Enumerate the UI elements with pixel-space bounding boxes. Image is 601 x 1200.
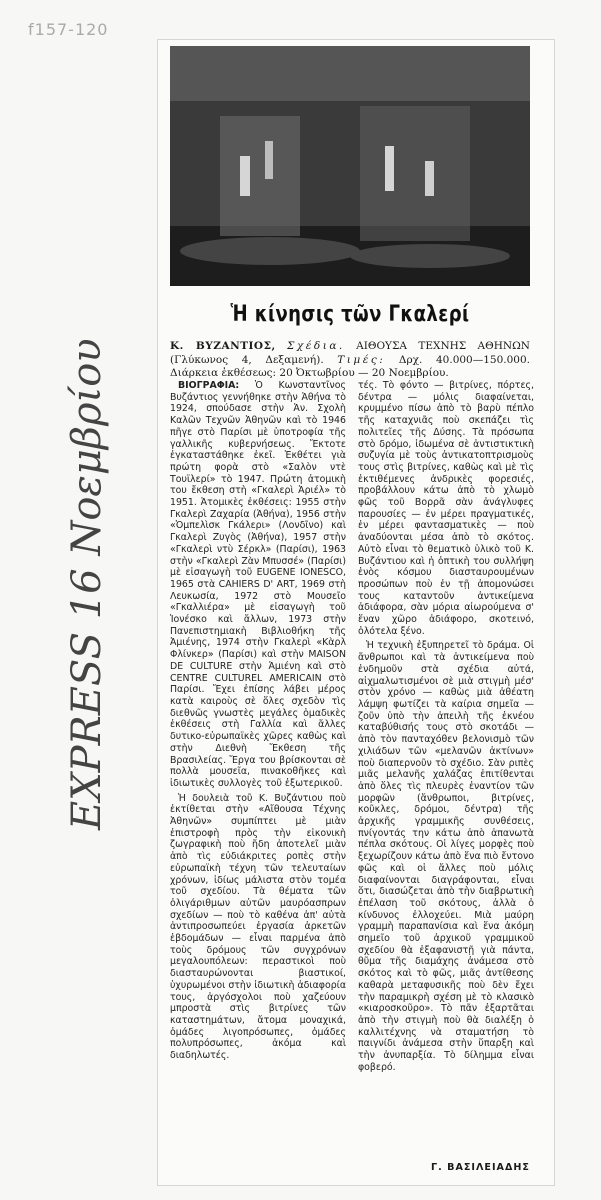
bio-text: Ὁ Κωνσταντῖνος Βυζάντιος γεννήθηκε στὴν Ἀθήνα τὸ 1924, σπούδασε στὴν Ἀν. Σχολὴ Καλῶν Τεχνῶν Ἀθηνῶν καὶ τὸ 1946 πῆγε στὸ Παρίσι μὲ ὑποτροφία τῆς γαλλικῆς κυβερνήσεως. Ἔκτοτε ἐγκαταστάθηκε ἐκεῖ. Ἐκθέτει γιὰ πρώτη φορὰ στὸ «Σαλὸν ντὲ Τουϊλερί» τὸ 1947. Πρώτη ἀτομικὴ του ἔκθεση στὴ «Γκαλερὶ Ἀριέλ» τὸ 1951. Ἀτομικὲς ἐκθέσεις: 1955 στὴν Γκαλερὶ Ζαχαρία (Ἀθήνα), 1956 στὴν «Ὀμπελὶσκ Γκάλερι» (Λονδῖνο) καὶ Γκαλερὶ Ζυγὸς (Ἀθήνα), 1957 στὴν «Γκαλερὶ ντὺ Σέρκλ» (Παρίσι), 1963 στὴν «Γκαλερὶ Ζὰν Μπυσσέ» (Παρίσι) μὲ εἰσαγωγὴ τοῦ EUGENE IONESCO, 1965 στὰ CAHIERS D' ART, 1969 στὴ Λευκωσία, 1972 στὸ Μουσεῖο «Γκαλλιέρα» μὲ εἰσαγωγὴ τοῦ Ἰονέσκο καὶ ἄλλων, 1973 στὴν Πανεπιστημιακὴ Βιβλιοθήκη τῆς Ἀμιένης, 1974 στὴν Γκαλερὶ «Κὰρλ Φλίνκερ» (Παρίσι) καὶ στὴν MAISON DE CULTURE στὴν Ἀμιένη καὶ στὸ CENTRE CULTUREL AMERICAIN στὸ Παρίσι. Ἔχει ἐπίσης λάβει μέρος κατὰ καιροὺς σὲ ὅλες σχεδὸν τὶς διεθνῶς γνωστὲς μεγάλες ὁμαδικὲς ἐκθέσεις στὴ Γαλλία καὶ ἄλλες δυτικο-εὐρωπαϊκὲς χῶρες καθὼς καὶ στὴν Διεθνὴ Ἔκθεση τῆς Βρασιλείας. Ἔργα του βρίσκονται σὲ πολλὰ μουσεῖα, πινακοθῆκες καὶ ἰδιωτικὲς συλλογὲς τοῦ ἐξωτερικοῦ. — [170, 380, 346, 789]
article-column-left — [170, 380, 346, 1065]
left-paragraph-2: Ἡ δουλειὰ τοῦ Κ. Βυζάντιου ποὺ ἐκτίθεται στὴν «Αἴθουσα Τέχνης Ἀθηνῶν» συμπίπτει μὲ μιὰν ἐπιστροφὴ πρὸς τὴν εἰκονικὴ ζωγραφικὴ ποὺ ἤδη ἀποτελεῖ μιὰν ἀπὸ τὶς εὐδιάκριτες ροπὲς στὴν εὐρωπαϊκὴ τέχνη τῶν τελευταίων χρόνων, ἰδίως μάλιστα στὸν τομέα τοῦ σχεδίου. Τὰ θέματα τῶν ὀλιγάριθμων αὐτῶν μαυρόασπρων σχεδίων — ποὺ τὸ καθένα ἀπ' αὐτὰ ἀντιπροσωπεύει ἐργασία ἀρκετῶν ἑβδομάδων — εἶναι παρμένα ἀπὸ τοὺς δρόμους τῶν συγχρόνων μεγαλουπόλεων: περαστικοὶ ποὺ διασταυρώνονται βιαστικοί, ὑχυρωμένοι στὴν ἰδιωτικὴ ἀδιαφορία τους, ἀργόσχολοι ποὺ χαζεύουν μπροστὰ στὶς βιτρίνες τῶν καταστημάτων, ἄτομα μοναχικά, ὁμάδες λιγοπρόσωπες, ὁμάδες πολυπρόσωπες, ἀκόμα καὶ διαδηλωτές. — [170, 792, 346, 1062]
article-signature: Γ. ΒΑΣΙΛΕΙΑΔΗΣ — [431, 1162, 530, 1173]
handwriting-text: EXPRESS 16 Νοεμβρίου 85 — [64, 330, 110, 830]
handwritten-source-note — [40, 330, 130, 850]
archive-reference: f157-120 — [28, 20, 109, 39]
exhibition-photo — [170, 46, 530, 286]
lead-author: Κ. ΒΥΖΑΝΤΙΟΣ, — [170, 340, 276, 352]
lead-venue: ΑΙΘΟΥΣΑ ΤΕΧΝΗΣ ΑΘΗΝΩΝ — [356, 340, 530, 352]
article-column-right — [358, 380, 534, 1076]
handwriting-svg — [40, 330, 130, 850]
bio-label: ΒΙΟΓΡΑΦΙΑ: — [178, 380, 240, 391]
article-headline: Ἡ κίνησις τῶν Γκαλερί — [230, 302, 470, 327]
lead-address: (Γλύκωνος 4, Δεξαμενή). — [170, 353, 324, 366]
right-paragraph-1: τές. Τὸ φόντο — βιτρίνες, πόρτες, δέντρα — μόλις διαφαίνεται, κρυμμένο πίσω ἀπὸ τὸ βαρὺ πέπλο τῆς καταχνιᾶς ποὺ σκεπάζει τὶς πολιτεῖες τῆς Δύσης. Τὰ πρόσωπα στὸ δρόμο, ἰδωμένα σὲ ἀντιστικτικὴ συζυγία μὲ τοὺς ἀντικατοπτρισμοὺς τους στὶς βιτρίνες, καθὼς καὶ μὲ τὶς ἐκτιθέμενες ἀνδρικὲς φορεσιές, προβάλλουν κάτω ἀπὸ τὸ χλωμὸ φῶς τοῦ Βορρᾶ σὰν ἀνάγλυφες παρουσίες — ἐν μέρει πραγματικές, ἐν μέρει φαντασματικὲς — ποὺ ἀναδύονται μέσα ἀπὸ τὸ σκότος. Αὐτὸ εἶναι τὸ θεματικὸ ὑλικὸ τοῦ Κ. Βυζάντιου καὶ ἡ ὀπτικὴ του συλλήψη ἑνὸς κόσμου διασταυρουμένων προσώπων ποὺ ἐν τῇ ἀπομονώσει τους καταντοῦν ἀντικείμενα ἀδιάφορα, σὰν μόρια αἰωρούμενα σ' ἕναν χῶρο ἀδιάφορο, σκοτεινό, ὁλότελα ξένο. — [358, 380, 534, 637]
newspaper-clipping — [158, 40, 554, 1185]
left-paragraph-1 — [170, 380, 346, 790]
lead-duration: Διάρκεια ἐκθέσεως: 20 Ὀκτωβρίου — 20 Νοεμβρίου. — [170, 367, 449, 379]
article-lead — [170, 340, 530, 381]
lead-price: Δρχ. 40.000—150.000. — [398, 353, 530, 366]
right-paragraph-2: Ἡ τεχνικὴ ἐξυπηρετεῖ τὸ δράμα. Οἱ ἄνθρωποι καὶ τὰ ἀντικείμενα ποὺ ἐνδημοῦν στὰ σχέδια αὐτά, αἰχμαλωτισμένοι σὲ μιὰ στιγμὴ μέσ' στὸν χρόνο — καθὼς μιὰ ἀθέατη λάμψη φωτίζει τὰ καίρια σημεῖα — ζοῦν ὑπὸ τὴν ἀπειλὴ τῆς ἐκνέου καταβύθισής τους στὸ σκοτάδι — ἀπὸ τὸν πανταχόθεν βελονισμὸ τῶν χιλιάδων τῶν «μελανῶν ἀκτίνων» ποὺ διαπερνοῦν τὸ σχέδιο. Σὰν ριπὲς μιᾶς μελανῆς χαλάζας ἐπιτίθενται ἀπὸ ὅλες τὶς πλευρὲς ἐναντίον τῶν μορφῶν (ἄνθρωποι, βιτρίνες, κοῦκλες, δρόμοι, δέντρα) τῆς ἀρχικῆς γραμμικῆς συνθέσεις, πνίγοντάς την κάτω ἀπὸ ἀπανωτὰ πέπλα σκότους. Οἱ λίγες μορφὲς ποὺ ξεχωρίζουν κάτω ἀπὸ ἕνα πιὸ ἔντονο φῶς καὶ οἱ ἄλλες ποὺ μόλις διαφαίνονται διαγράφονται, εἶναι ὅτι, διασώζεται ἀπὸ τὴν διαβρωτικὴ ἐπέλαση τοῦ σκότους, ἀλλὰ ὁ κίνδυνος ἐλλοχεύει. Μιὰ μαύρη γραμμὴ παραπανίσια καὶ ἕνα ἀκόμη σημεῖο τοῦ ἀρχικοῦ γραμμικοῦ σχεδίου θὰ ἐξαφανιστῇ γιὰ πάντα, θῦμα τῆς διαμάχης ἀνάμεσα στὸ σκότος καὶ τὸ φῶς, μιᾶς ἀντίθεσης καθαρὰ μεταφυσικῆς ποὺ δὲν ἔχει τὴν παραμικρὴ σχέση μὲ τὸ κλασικὸ «κιαροσκοῦρο». Τὸ πᾶν ἐξαρτᾶται ἀπὸ τὴν στιγμὴ ποὺ θὰ διαλέξη ὁ καλλιτέχνης νὰ σταματήση τὸ παιγνίδι ἀνάμεσα στὴν ὕπαρξη καὶ τὴν ἀνυπαρξία. Τὸ δίλημμα εἶναι φοβερό. — [358, 640, 534, 1073]
photo-graphic — [170, 46, 530, 286]
lead-subject: Σχέδια. — [286, 340, 345, 352]
lead-price-label: Τιμές: — [337, 353, 386, 366]
